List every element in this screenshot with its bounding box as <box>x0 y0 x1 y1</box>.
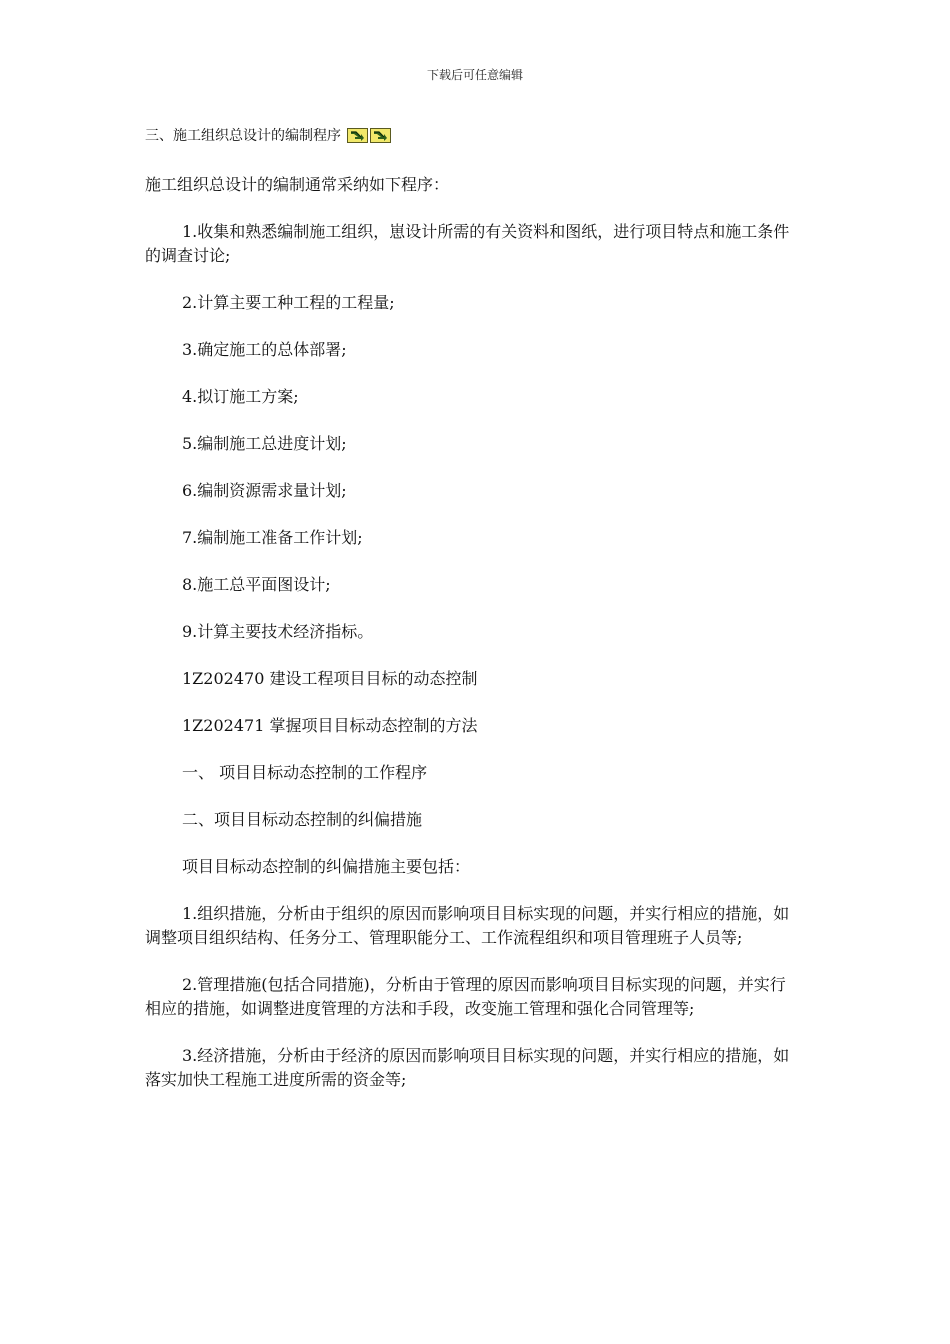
measure-paragraph: 2.管理措施(包括合同措施)，分析由于管理的原因而影响项目目标实现的问题，并实行相应的措施，如调整进度管理的方法和手段，改变施工管理和强化合同管理等; <box>145 975 786 1018</box>
header-note: 下载后可任意编辑 <box>426 68 523 82</box>
measures-intro: 项目目标动态控制的纠偏措施主要包括： <box>182 857 471 876</box>
step-paragraph: 6.编制资源需求量计划; <box>182 481 347 500</box>
measure-paragraph: 1.组织措施，分析由于组织的原因而影响项目目标实现的问题，并实行相应的措施，如调整项目组织结构、任务分工、管理职能分工、工作流程组织和项目管理班子人员等; <box>145 904 790 947</box>
step-paragraph: 1.收集和熟悉编制施工组织，崽设计所需的有关资料和图纸，进行项目特点和施工条件的调查讨论; <box>145 222 790 265</box>
step-paragraph: 3.确定施工的总体部署; <box>182 340 347 359</box>
section-code-heading: 1Z202470 建设工程项目目标的动态控制 <box>182 669 478 688</box>
document-body <box>145 173 800 1115</box>
step-paragraph: 2.计算主要工种工程的工程量; <box>182 293 395 312</box>
forward-arrow-icon[interactable] <box>370 128 391 143</box>
step-paragraph: 7.编制施工准备工作计划; <box>182 528 363 547</box>
step-paragraph: 4.拟订施工方案; <box>182 387 299 406</box>
step-paragraph: 8.施工总平面图设计; <box>182 575 331 594</box>
step-paragraph: 9.计算主要技术经济指标。 <box>182 622 374 641</box>
forward-arrow-icon[interactable] <box>347 128 368 143</box>
section-heading <box>145 125 393 145</box>
intro-paragraph: 施工组织总设计的编制通常采纳如下程序： <box>145 175 450 194</box>
nav-icon-group <box>347 128 393 143</box>
section-title: 三、施工组织总设计的编制程序 <box>145 128 341 144</box>
step-paragraph: 5.编制施工总进度计划; <box>182 434 347 453</box>
section-code-heading: 1Z202471 掌握项目目标动态控制的方法 <box>182 716 478 735</box>
measure-paragraph: 3.经济措施，分析由于经济的原因而影响项目目标实现的问题，并实行相应的措施，如落实加快工程施工进度所需的资金等; <box>145 1046 790 1089</box>
subsection-heading: 二、项目目标动态控制的纠偏措施 <box>182 810 423 829</box>
subsection-heading: 一、 项目目标动态控制的工作程序 <box>182 763 428 782</box>
